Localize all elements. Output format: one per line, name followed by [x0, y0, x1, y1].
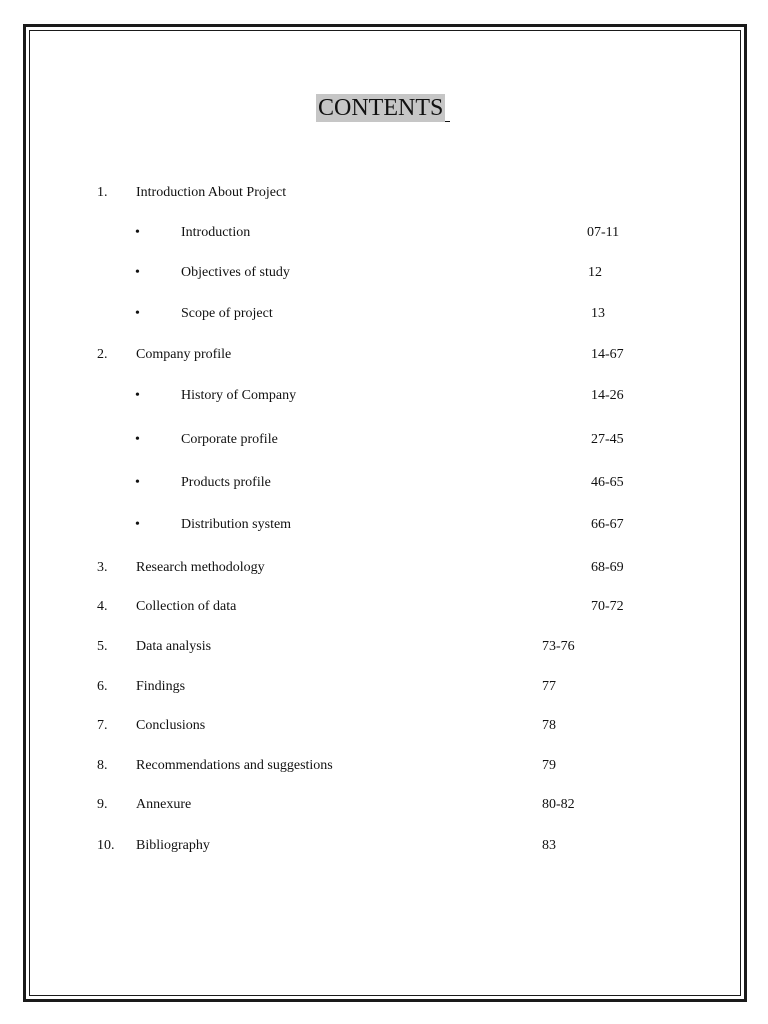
entry-number: 5.	[97, 639, 108, 654]
toc-entry	[0, 183, 768, 203]
entry-pages: 12	[588, 265, 602, 280]
entry-label: Corporate profile	[181, 432, 278, 447]
toc-entry	[0, 795, 768, 815]
entry-number: 3.	[97, 560, 108, 575]
entry-label: Introduction About Project	[136, 185, 287, 200]
entry-label: Conclusions	[136, 718, 206, 733]
entry-label: Company profile	[136, 347, 232, 362]
entry-pages: 13	[591, 306, 605, 321]
entry-label: Recommendations and suggestions	[136, 758, 333, 773]
bullet-icon: •	[135, 225, 140, 240]
bullet-icon: •	[135, 517, 140, 532]
entry-pages: 83	[542, 838, 556, 853]
entry-number: 2.	[97, 347, 108, 362]
entry-number: 6.	[97, 679, 108, 694]
entry-pages: 68-69	[591, 560, 624, 575]
toc-entry	[0, 597, 768, 617]
toc-entry	[0, 716, 768, 736]
toc-entry	[0, 345, 768, 365]
entry-label: Distribution system	[181, 517, 292, 532]
toc-subentry	[0, 386, 768, 406]
bullet-icon: •	[135, 265, 140, 280]
entry-label: Bibliography	[136, 838, 210, 853]
entry-pages: 73-76	[542, 639, 575, 654]
entry-pages: 14-26	[591, 388, 624, 403]
toc-entry	[0, 637, 768, 657]
toc-subentry	[0, 430, 768, 450]
toc-subentry	[0, 304, 768, 324]
entry-pages: 77	[542, 679, 556, 694]
title-underline	[445, 99, 450, 122]
entry-pages: 46-65	[591, 475, 624, 490]
toc-subentry	[0, 263, 768, 283]
toc-entry	[0, 558, 768, 578]
page-title: CONTENTS	[318, 95, 444, 121]
entry-pages: 14-67	[591, 347, 624, 362]
entry-label: Collection of data	[136, 599, 237, 614]
bullet-icon: •	[135, 388, 140, 403]
toc-subentry	[0, 515, 768, 535]
entry-number: 1.	[97, 185, 108, 200]
entry-pages: 78	[542, 718, 556, 733]
entry-label: Introduction	[181, 225, 251, 240]
entry-label: Products profile	[181, 475, 271, 490]
entry-number: 8.	[97, 758, 108, 773]
toc-entry	[0, 756, 768, 776]
entry-pages: 27-45	[591, 432, 624, 447]
entry-pages: 80-82	[542, 797, 575, 812]
entry-label: Data analysis	[136, 639, 212, 654]
bullet-icon: •	[135, 475, 140, 490]
entry-pages: 79	[542, 758, 556, 773]
entry-label: Annexure	[136, 797, 192, 812]
entry-pages: 66-67	[591, 517, 624, 532]
bullet-icon: •	[135, 432, 140, 447]
entry-number: 10.	[97, 838, 115, 853]
entry-pages: 07-11	[587, 225, 620, 240]
entry-label: Scope of project	[181, 306, 273, 321]
entry-label: Findings	[136, 679, 186, 694]
entry-pages: 70-72	[591, 599, 624, 614]
entry-label: Objectives of study	[181, 265, 290, 280]
toc-subentry	[0, 223, 768, 243]
entry-label: Research methodology	[136, 560, 265, 575]
entry-number: 7.	[97, 718, 108, 733]
entry-label: History of Company	[181, 388, 297, 403]
toc-subentry	[0, 473, 768, 493]
toc-entry	[0, 677, 768, 697]
entry-number: 4.	[97, 599, 108, 614]
title-block	[316, 94, 450, 122]
bullet-icon: •	[135, 306, 140, 321]
toc-entry	[0, 836, 768, 856]
entry-number: 9.	[97, 797, 108, 812]
